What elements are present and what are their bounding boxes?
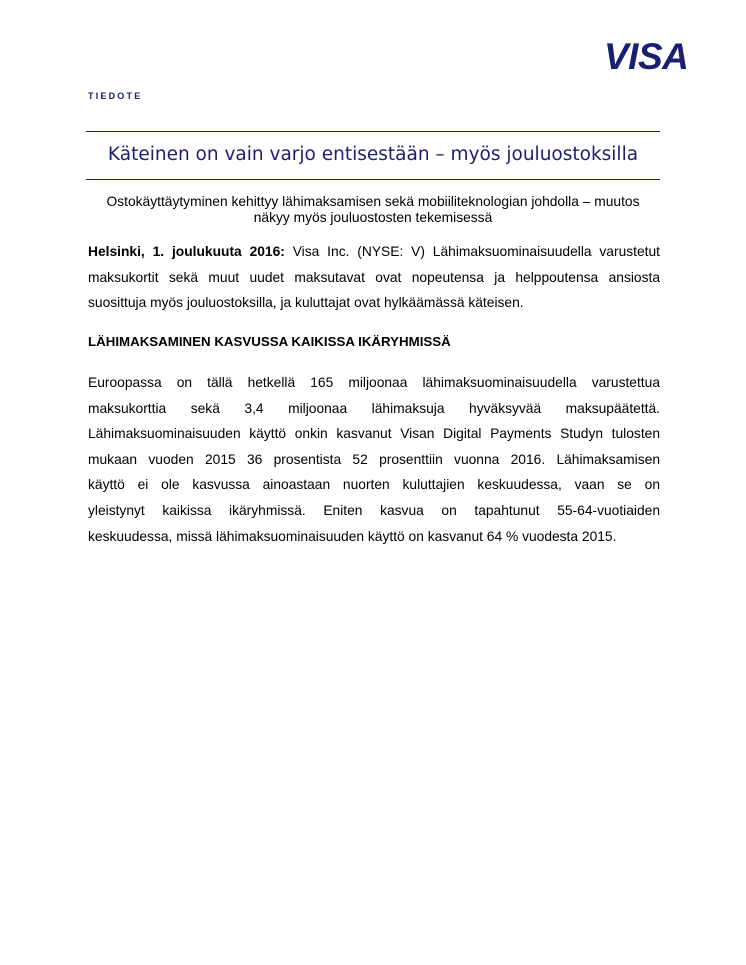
document-type-label: TIEDOTE (88, 91, 143, 101)
subtitle-line: Ostokäyttäytyminen kehittyy lähimaksamisen sekä mobiiliteknologian johdolla – muutos (106, 194, 640, 209)
body-line: yleistynyt kaikissa ikäryhmissä. Eniten kasvua on tapahtunut 55-64-vuotiaiden (88, 502, 660, 518)
title-top-rule (86, 131, 660, 132)
body-line: maksukorttia sekä 3,4 miljoonaa lähimaksuja hyväksyvää maksupäätettä. (88, 400, 660, 416)
title-bottom-rule (86, 179, 660, 180)
intro-text: Visa Inc. (NYSE: V) Lähimaksuominaisuudella varustetut (284, 244, 660, 259)
body-paragraph (88, 370, 660, 549)
section-heading: LÄHIMAKSAMINEN KASVUSSA KAIKISSA IKÄRYHMISSÄ (88, 334, 451, 349)
subtitle (86, 194, 660, 226)
body-line: Lähimaksuominaisuuden käyttö onkin kasvanut Visan Digital Payments Studyn tulosten (88, 426, 660, 442)
body-line: Euroopassa on tällä hetkellä 165 miljoonaa lähimaksuominaisuudella varustettua (88, 375, 660, 390)
page-title: Käteinen on vain varjo entisestään – myös jouluostoksilla (107, 144, 639, 165)
body-line: mukaan vuoden 2015 36 prosentista 52 prosenttiin vuonna 2016. Lähimaksamisen (88, 451, 660, 467)
body-line: käyttö ei ole kasvussa ainoastaan nuorten kuluttajien keskuudessa, vaan se on (88, 477, 660, 493)
intro-paragraph (88, 239, 660, 316)
dateline: Helsinki, 1. joulukuuta 2016: (88, 244, 285, 259)
body-line: keskuudessa, missä lähimaksuominaisuuden käyttö on kasvanut 64 % vuodesta 2015. (88, 528, 617, 544)
intro-line: suosittuja myös jouluostoksilla, ja kuluttajat ovat hylkäämässä käteisen. (88, 295, 524, 311)
intro-line (88, 239, 660, 265)
visa-logo: VISA (604, 36, 689, 77)
intro-line: maksukortit sekä muut uudet maksutavat ovat nopeutensa ja helppoutensa ansiosta (88, 269, 660, 285)
subtitle-line: näkyy myös jouluostosten tekemisessä (253, 210, 493, 225)
